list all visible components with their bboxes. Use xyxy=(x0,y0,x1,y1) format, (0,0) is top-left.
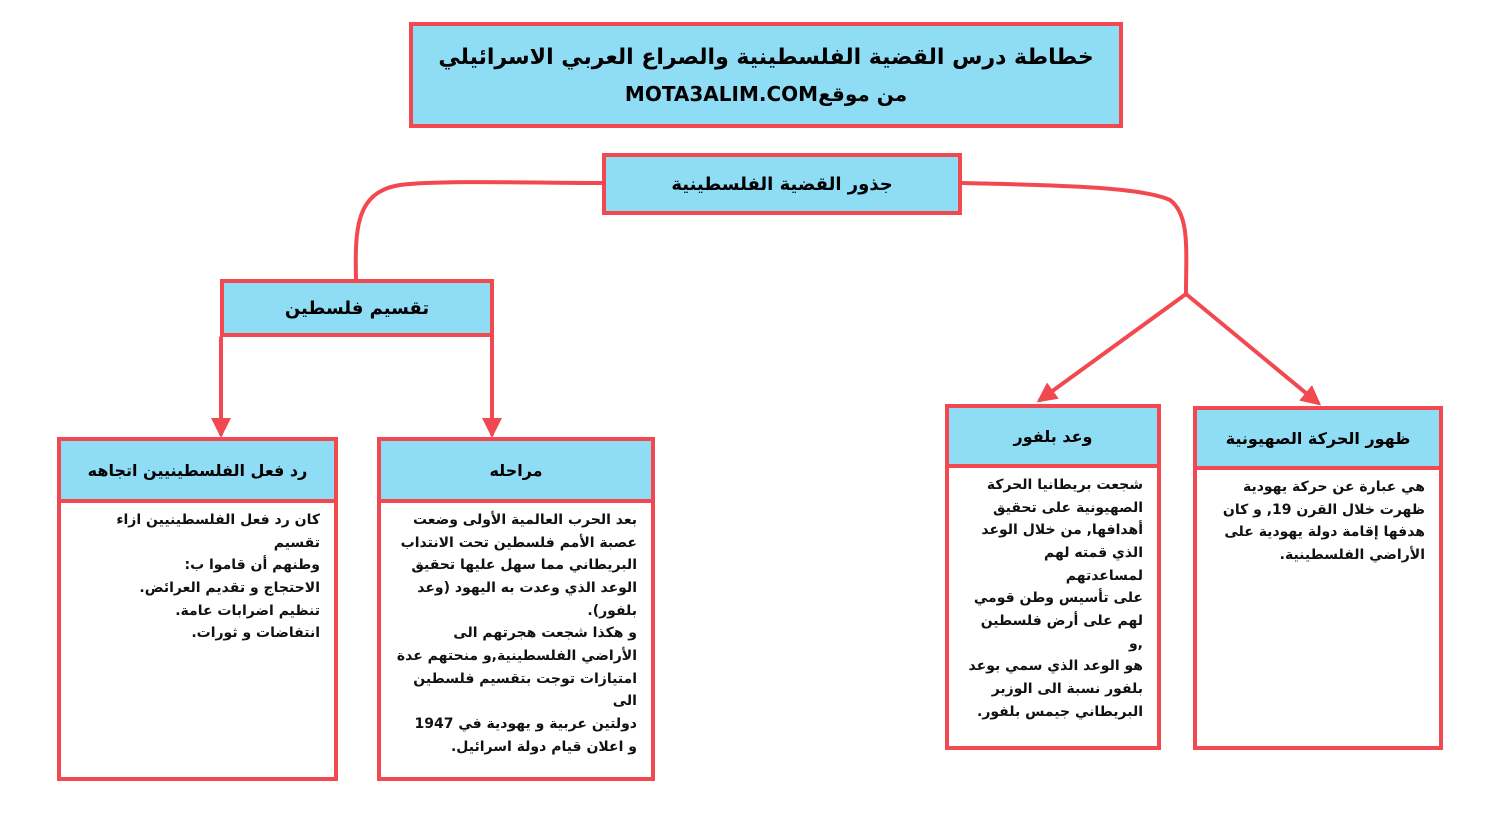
card-stages xyxy=(377,437,655,781)
body-line: انتفاضات و ثورات. xyxy=(191,625,320,642)
division-label: تقسيم فلسطين xyxy=(284,297,430,319)
body-line: الاحتجاج و تقديم العرائض. xyxy=(139,580,320,597)
title-line-1: خطاطة درس القضية الفلسطينية والصراع العربي الاسرائيلي xyxy=(438,44,1094,70)
body-line: و اعلان قيام دولة اسرائيل. xyxy=(450,738,637,755)
link-root-to-division xyxy=(356,182,602,280)
body-line: البريطاني مما سهل عليها تحقيق xyxy=(411,557,637,574)
title-box xyxy=(409,22,1123,128)
body-line: كان رد فعل الفلسطينيين ازاء تقسيم xyxy=(116,512,320,551)
body-line: هي عبارة عن حركة يهودية xyxy=(1242,479,1425,495)
body-line: الأراضي الفلسطينية. xyxy=(1279,547,1425,564)
body-line: بعد الحرب العالمية الأولى وضعت xyxy=(412,512,637,528)
body-line: البريطاني جيمس بلفور. xyxy=(977,703,1143,720)
card-zionism xyxy=(1193,406,1443,750)
card-balfour-title: وعد بلفور xyxy=(949,408,1157,468)
card-zionism-body xyxy=(1197,470,1439,567)
body-line: عصبة الأمم فلسطين تحت الانتداب xyxy=(400,534,637,551)
body-line: تنظيم اضرابات عامة. xyxy=(175,602,320,619)
card-zionism-title: ظهور الحركة الصهيونية xyxy=(1197,410,1439,470)
body-line: و هكذا شجعت هجرتهم الى xyxy=(453,625,637,642)
card-balfour-body xyxy=(949,468,1157,723)
root-label: جذور القضية الفلسطينية xyxy=(671,173,893,195)
title-line-2: من موقعMOTA3ALIM.COM xyxy=(624,81,908,106)
body-line: شجعت بريطانيا الحركة xyxy=(986,477,1143,493)
body-line: الصهيونية على تحقيق xyxy=(993,499,1143,516)
card-reaction-title: رد فعل الفلسطينيين اتجاهه xyxy=(61,441,334,503)
body-line: بلفور نسبة الى الوزير xyxy=(991,681,1143,698)
arrow-to-balfour xyxy=(1040,294,1186,400)
card-reaction xyxy=(57,437,338,781)
link-root-to-right xyxy=(962,183,1186,294)
body-line: امتيازات توجت بتقسيم فلسطين الى xyxy=(413,670,637,710)
root-node xyxy=(602,153,962,215)
body-line: لهم على أرض فلسطين ,و xyxy=(980,613,1143,652)
body-line: الأراضي الفلسطينية,و منحتهم عدة xyxy=(396,648,637,665)
card-balfour xyxy=(945,404,1161,750)
body-line: الوعد الذي وعدت به اليهود (وعد xyxy=(417,580,637,597)
card-stages-body xyxy=(381,503,651,758)
card-stages-title: مراحله xyxy=(381,441,651,503)
card-reaction-body xyxy=(61,503,334,645)
body-line: ظهرت خلال القرن 19, و كان xyxy=(1222,501,1425,518)
body-line: وطنهم أن قاموا ب: xyxy=(184,557,320,574)
body-line: هدفها إقامة دولة يهودية على xyxy=(1224,524,1425,541)
body-line: أهدافها, من خلال الوعد xyxy=(981,522,1143,539)
body-line: على تأسيس وطن قومي xyxy=(973,590,1143,607)
body-line: هو الوعد الذي سمي بوعد xyxy=(968,658,1143,675)
body-line: بلفور). xyxy=(587,602,637,619)
division-node xyxy=(220,279,494,337)
body-line: الذي قمته لهم لمساعدتهم xyxy=(1044,545,1143,584)
arrow-to-zionism xyxy=(1186,294,1318,403)
body-line: دولتين عربية و يهودية في 1947 xyxy=(414,716,637,733)
